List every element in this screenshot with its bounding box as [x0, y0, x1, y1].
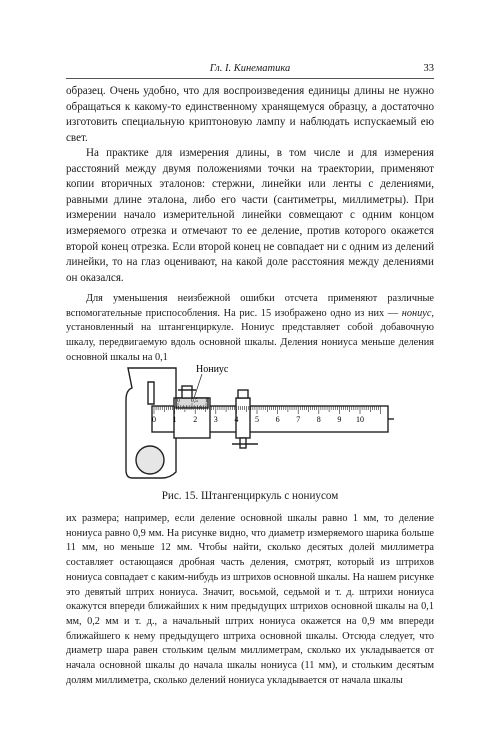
vernier-number: 0,5: [191, 398, 198, 404]
main-scale-number: 2: [193, 415, 198, 424]
page-header: [66, 62, 434, 79]
movable-jaw: [148, 382, 154, 404]
main-scale-number: 1: [172, 415, 177, 424]
label-nonius: Нониус: [196, 364, 229, 375]
clamp-screw: [182, 386, 192, 398]
main-scale-number: 5: [255, 415, 259, 424]
paragraph-3: [66, 292, 434, 366]
paragraph-1: образец. Очень удобно, что для воспроизведения единицы длины не нужно обращаться к какому-то единственному хранящемуся образцу, а достаточно изготовить специальную криптоновую лампу и наблюдать испускаемый ею свет.: [66, 85, 434, 144]
figure-caliper: [118, 360, 398, 490]
main-scale-number: 3: [213, 415, 218, 424]
vernier-number: 1: [205, 398, 208, 404]
paragraph-4: их размера; например, если деление основной шкалы равно 1 мм, то деление нониуса равно 0,9 мм. На рисунке видно, что диаметр измеряемого шарика больше 11 мм, но меньше 12 мм. Чтобы найти, сколько десятых долей миллиметра составляет остающаяся дробная часть деления, смотрят, который из штрихов нониуса совпадает с каким-нибудь из штрихов основной шкалы. На нашем рисунке это девятый штрих нониуса. Значит, восьмой, седьмой и т. д. штрихи нониуса окажутся впереди ближайших к ним предыдущих штрихов основной шкалы на 0,1 мм, 0,2 мм и т. д., а начальный штрих нониуса окажется на 0,9 мм впереди ближайшего к нему предыдущего штриха основной шкалы. Отсюда следует, что диаметр шара равен стольким целым миллиметрам, сколько их укладывается от начала основной шкалы до начала шкалы нониуса (11 мм), и стольким десятым долям миллиметра, сколько делений нониуса укладывается от начала шкалы: [66, 513, 434, 686]
main-scale-number: 9: [337, 415, 342, 424]
caliper-diagram: [118, 360, 398, 490]
running-title: Гл. I. Кинематика: [209, 63, 291, 74]
paragraph-3-before: Для уменьшения неизбежной ошибки отсчета применяют различные вспомогательные приспособления. На рис. 15 изображено одно из них —: [66, 293, 434, 319]
main-scale-number: 10: [356, 415, 364, 424]
paragraph-3-after: , установленный на штангенциркуле. Нониус представляет собой добавочную шкалу, передвигаемую вдоль основной шкалы. Деления нониуса меньше деления основной шкалы на 0,1: [66, 307, 434, 363]
main-scale-number: 0: [152, 415, 156, 424]
figure-caption: Рис. 15. Штангенциркуль с нониусом: [161, 490, 339, 502]
main-scale-number: 4: [234, 415, 239, 424]
main-scale-number: 7: [296, 415, 301, 424]
page-number: 33: [423, 63, 434, 74]
term-nonius: нониус: [401, 307, 432, 319]
vernier-number: 0: [177, 398, 180, 404]
paragraph-2: На практике для измерения длины, в том числе и для измерения расстояний между двумя положениями точки на траектории, применяют копии вторичных эталонов: стержни, линейки или ленты с делениями, равными длине эталона, либо его части (сантиметры, миллиметры). При измерении начало измерительной линейки совмещают с одним концом измеряемого отрезка и отмечают то ее деление, против которого окажется второй конец отрезка. Если второй конец не совпадает ни с одним из делений линейки, то на глаз оценивают, на какой доле расстояния между делениями он оказался.: [66, 147, 434, 284]
measured-ball: [136, 446, 164, 474]
main-scale-number: 8: [316, 415, 321, 424]
main-scale-number: 6: [275, 415, 280, 424]
